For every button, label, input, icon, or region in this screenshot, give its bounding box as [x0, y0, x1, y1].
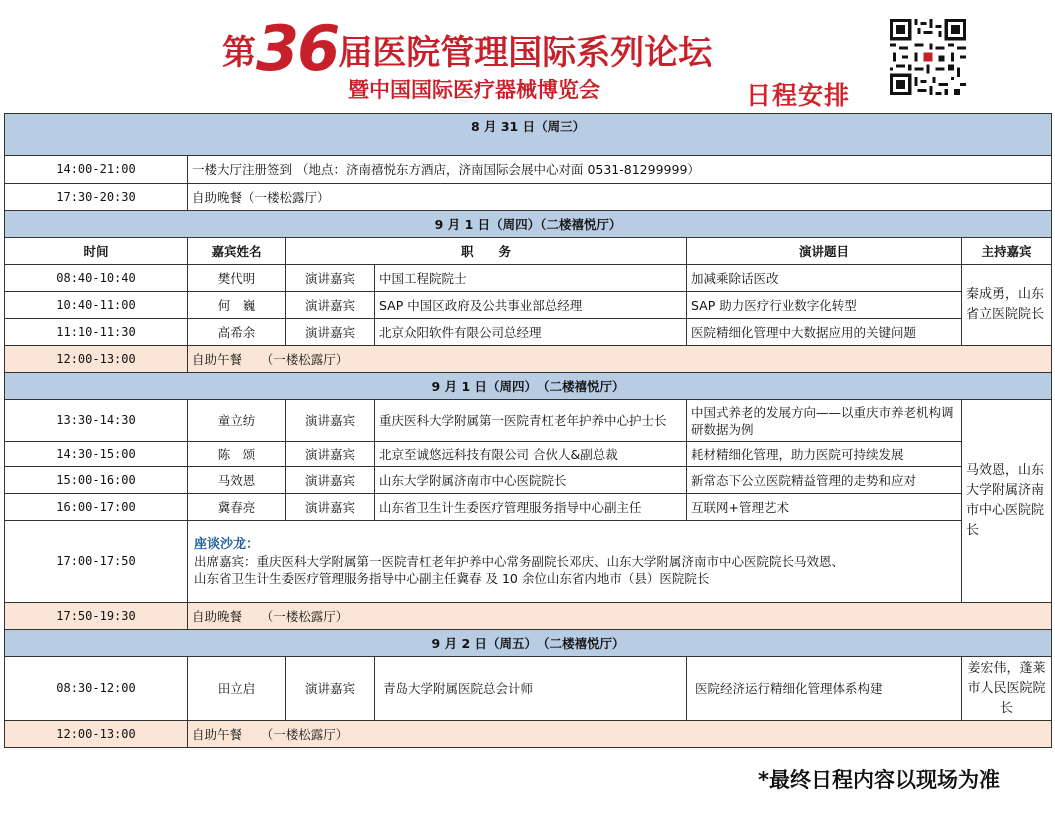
time-cell: 16:00-17:00 [5, 494, 188, 521]
meal-row [5, 603, 1052, 630]
time-cell: 17:50-19:30 [5, 603, 188, 630]
meal-row [5, 346, 1052, 373]
guest-role: 演讲嘉宾 [286, 265, 375, 292]
time-cell: 17:00-17:50 [5, 521, 188, 603]
guest-title: 北京至诚悠远科技有限公司 合伙人&副总裁 [375, 442, 687, 467]
salon-row [5, 521, 1052, 603]
talk-topic: 新常态下公立医院精益管理的走势和应对 [687, 467, 962, 494]
meal-text: 自助午餐 （一楼松露厅） [188, 346, 1052, 373]
guest-name: 冀春亮 [188, 494, 286, 521]
talk-row [5, 265, 1052, 292]
day-header-sep1-pm [5, 373, 1052, 400]
guest-title: 中国工程院院士 [375, 265, 687, 292]
guest-title: 山东省卫生计生委医疗管理服务指导中心副主任 [375, 494, 687, 521]
guest-role: 演讲嘉宾 [286, 319, 375, 346]
talk-row [5, 292, 1052, 319]
col-host: 主持嘉宾 [962, 238, 1052, 265]
qr-code-icon [890, 19, 966, 95]
salon-line: 山东省卫生计生委医疗管理服务指导中心副主任冀春 及 10 余位山东省内地市（县）医院院长 [194, 571, 710, 586]
page-header [0, 0, 1055, 112]
event-cell: 自助晚餐（一楼松露厅） [188, 184, 1052, 211]
col-position: 职 务 [286, 238, 687, 265]
title-prefix: 第 [222, 33, 256, 73]
time-cell: 12:00-13:00 [5, 721, 188, 748]
guest-role: 演讲嘉宾 [286, 657, 375, 721]
guest-title: 青岛大学附属医院总会计师 [375, 657, 687, 721]
salon-cell [188, 521, 962, 603]
talk-topic: SAP 助力医疗行业数字化转型 [687, 292, 962, 319]
guest-role: 演讲嘉宾 [286, 494, 375, 521]
talk-topic: 中国式养老的发展方向——以重庆市养老机构调研数据为例 [687, 400, 962, 442]
footnote: *最终日程内容以现场为准 [758, 768, 1000, 792]
talk-topic: 医院经济运行精细化管理体系构建 [687, 657, 962, 721]
time-cell: 12:00-13:00 [5, 346, 188, 373]
guest-role: 演讲嘉宾 [286, 292, 375, 319]
talk-topic: 加减乘除话医改 [687, 265, 962, 292]
forum-subtitle: 暨中国国际医疗器械博览会 [348, 78, 600, 102]
salon-line: 出席嘉宾：重庆医科大学附属第一医院青杠老年护养中心常务副院长邓庆、山东大学附属济南市中心医院院长马效恩、 [194, 554, 845, 569]
talk-row [5, 400, 1052, 442]
talk-row [5, 494, 1052, 521]
time-cell: 08:30-12:00 [5, 657, 188, 721]
talk-row [5, 467, 1052, 494]
time-cell: 13:30-14:30 [5, 400, 188, 442]
col-topic: 演讲题目 [687, 238, 962, 265]
day-header-sep2 [5, 630, 1052, 657]
guest-role: 演讲嘉宾 [286, 467, 375, 494]
time-cell: 14:30-15:00 [5, 442, 188, 467]
guest-title: 重庆医科大学附属第一医院青杠老年护养中心护士长 [375, 400, 687, 442]
day-header-aug31 [5, 114, 1052, 156]
day-heading: 8 月 31 日（周三） [5, 114, 1052, 156]
guest-name: 田立启 [188, 657, 286, 721]
col-time: 时间 [5, 238, 188, 265]
talk-topic: 医院精细化管理中大数据应用的关键问题 [687, 319, 962, 346]
host-cell: 秦成勇，山东省立医院院长 [962, 265, 1052, 346]
meal-text: 自助午餐 （一楼松露厅） [188, 721, 1052, 748]
schedule-row [5, 184, 1052, 211]
guest-title: 山东大学附属济南市中心医院院长 [375, 467, 687, 494]
title-number: 36 [256, 12, 339, 85]
talk-row [5, 319, 1052, 346]
guest-name: 童立纺 [188, 400, 286, 442]
day-heading: 9 月 2 日（周五） （二楼禧悦厅） [5, 630, 1052, 657]
column-header-row [5, 238, 1052, 265]
meal-text: 自助晚餐 （一楼松露厅） [188, 603, 1052, 630]
time-cell: 15:00-16:00 [5, 467, 188, 494]
time-cell: 14:00-21:00 [5, 156, 188, 184]
schedule-row [5, 156, 1052, 184]
time-cell: 17:30-20:30 [5, 184, 188, 211]
talk-row [5, 657, 1052, 721]
guest-name: 陈 颂 [188, 442, 286, 467]
day-heading: 9 月 1 日（周四）（二楼禧悦厅） [5, 211, 1052, 238]
schedule-table [4, 113, 1052, 748]
talk-topic: 互联网+管理艺术 [687, 494, 962, 521]
day-heading: 9 月 1 日（周四） （二楼禧悦厅） [5, 373, 1052, 400]
meal-row [5, 721, 1052, 748]
schedule-label: 日程安排 [746, 81, 851, 110]
guest-role: 演讲嘉宾 [286, 442, 375, 467]
title-suffix: 届医院管理国际系列论坛 [338, 33, 713, 73]
guest-role: 演讲嘉宾 [286, 400, 375, 442]
guest-title: SAP 中国区政府及公共事业部总经理 [375, 292, 687, 319]
salon-title: 座谈沙龙： [194, 537, 260, 552]
guest-name: 何 巍 [188, 292, 286, 319]
col-guest: 嘉宾姓名 [188, 238, 286, 265]
event-cell: 一楼大厅注册签到 （地点：济南禧悦东方酒店，济南国际会展中心对面 0531-81299999） [188, 156, 1052, 184]
time-cell: 10:40-11:00 [5, 292, 188, 319]
guest-name: 马效恩 [188, 467, 286, 494]
guest-title: 北京众阳软件有限公司总经理 [375, 319, 687, 346]
talk-topic: 耗材精细化管理，助力医院可持续发展 [687, 442, 962, 467]
host-cell: 姜宏伟，蓬莱市人民医院院长 [962, 657, 1052, 721]
guest-name: 高希余 [188, 319, 286, 346]
host-cell: 马效恩，山东大学附属济南市中心医院院长 [962, 400, 1052, 603]
talk-row [5, 442, 1052, 467]
day-header-sep1-am [5, 211, 1052, 238]
time-cell: 11:10-11:30 [5, 319, 188, 346]
time-cell: 08:40-10:40 [5, 265, 188, 292]
guest-name: 樊代明 [188, 265, 286, 292]
forum-title [222, 12, 713, 85]
